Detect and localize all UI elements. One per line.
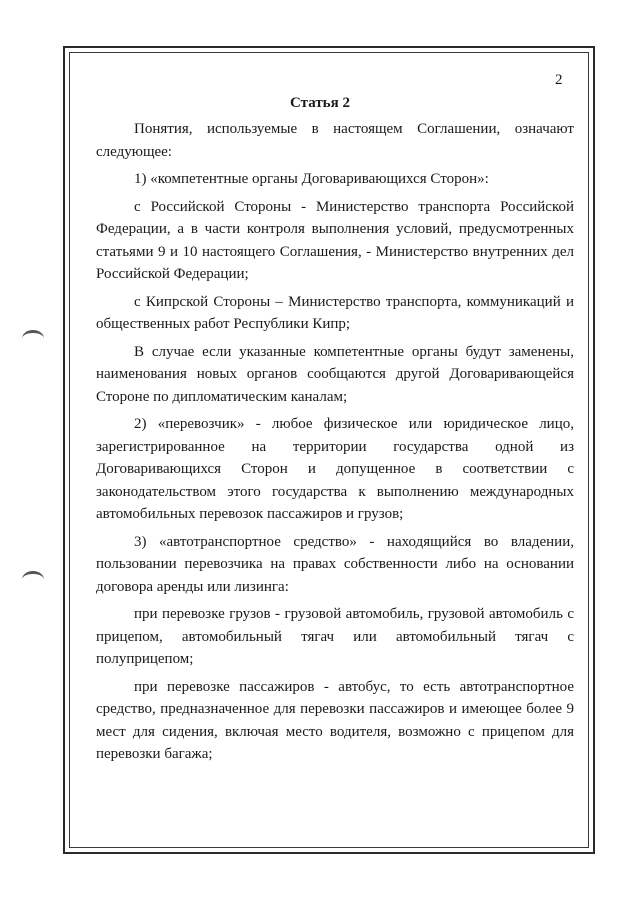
paragraph: В случае если указанные компетентные органы будут заменены, наименования новых органов сообщаются другой Договаривающейся Стороне по дипломатическим каналам; <box>96 343 574 405</box>
paragraph: при перевозке пассажиров - автобус, то есть автотранспортное средство, предназначенное для перевозки пассажиров и имеющее более 9 мест для сидения, включая место водителя, возможно с прицепом для перевозки багажа; <box>96 678 574 762</box>
paragraph: 2) «перевозчик» - любое физическое или юридическое лицо, зарегистрированное на территории государства одной из Договаривающихся Сторон и допущенное в соответствии с законодательством этого государства к выполнению международных автомобильных перевозок пассажиров и грузов; <box>96 416 574 522</box>
paragraph: Понятия, используемые в настоящем Соглашении, означают следующее: <box>96 121 574 160</box>
binder-hole-mark <box>22 571 44 588</box>
article-body <box>96 118 574 771</box>
article-title: Статья 2 <box>290 95 350 111</box>
binder-hole-mark <box>22 330 44 347</box>
paragraph: 1) «компетентные органы Договаривающихся Сторон»: <box>134 171 489 187</box>
paragraph: 3) «автотранспортное средство» - находящийся во владении, пользовании перевозчика на правах собственности либо на основании договора аренды или лизинга: <box>96 533 574 595</box>
paragraph: с Российской Стороны - Министерство транспорта Российской Федерации, а в части контроля выполнения условий, предусмотренных статьями 9 и 10 настоящего Соглашения, - Министерство внутренних дел Российской Федерации; <box>96 198 574 282</box>
page-number: 2 <box>555 72 563 88</box>
paragraph: при перевозке грузов - грузовой автомобиль, грузовой автомобиль с прицепом, автомобильный тягач или автомобильный тягач с полуприцепом; <box>96 606 574 667</box>
paragraph: с Кипрской Стороны – Министерство транспорта, коммуникаций и общественных работ Республики Кипр; <box>96 293 574 332</box>
